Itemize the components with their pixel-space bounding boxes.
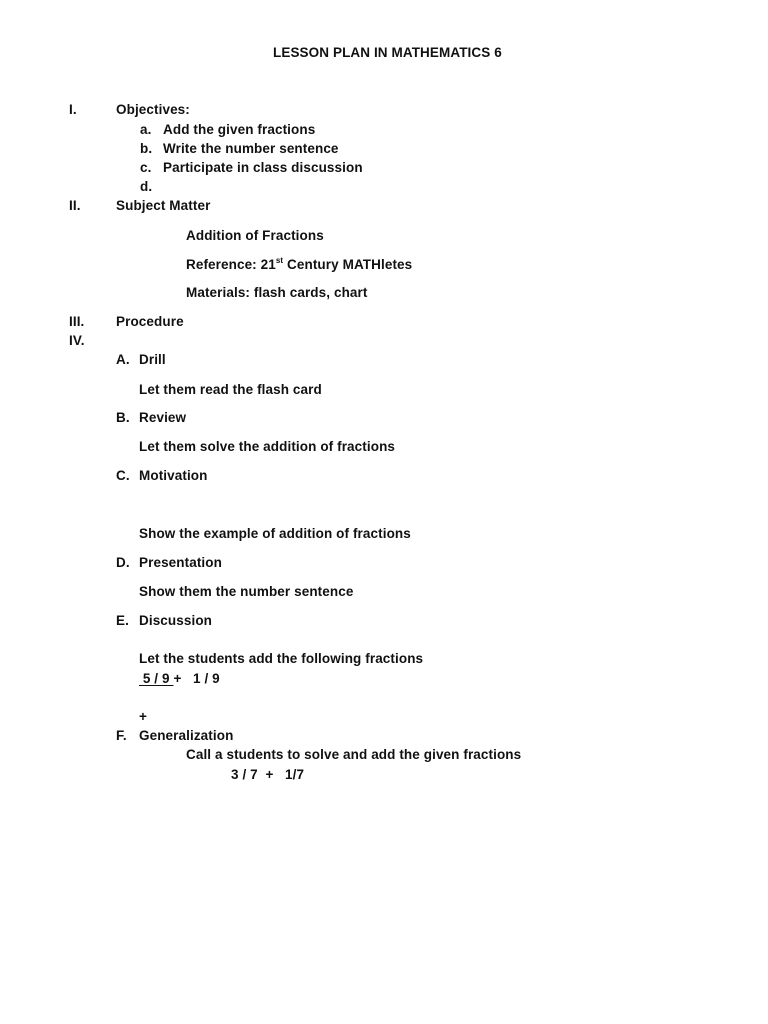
plus-sign: + [139,709,147,724]
generalization-expression: 3 / 7 + 1/7 [231,767,305,782]
objective-item: Participate in class discussion [163,160,363,175]
step-heading-review: Review [139,410,187,425]
step-marker: A. [116,352,130,367]
step-marker: D. [116,555,130,570]
step-detail: Show them the number sentence [139,584,354,599]
subject-topic: Addition of Fractions [186,228,324,243]
step-detail: Let them read the flash card [139,382,322,397]
subject-materials: Materials: flash cards, chart [186,285,368,300]
step-heading-motivation: Motivation [139,468,208,483]
step-heading-discussion: Discussion [139,613,213,628]
subject-matter-heading: Subject Matter [116,198,211,213]
step-marker: E. [116,613,129,628]
step-marker: F. [116,728,127,743]
section-numeral-iv: IV. [69,333,85,348]
section-numeral-iii: III. [69,314,85,329]
step-detail: Let the students add the following fractions [139,651,424,666]
objective-marker: a. [140,122,152,137]
objectives-heading: Objectives: [116,102,190,117]
subject-reference: Reference: 21st Century MATHletes [186,256,413,272]
section-numeral-i: I. [69,102,77,117]
step-detail: Show the example of addition of fractions [139,526,411,541]
step-heading-presentation: Presentation [139,555,222,570]
discussion-expression: 5 / 9 + 1 / 9 [139,671,220,686]
objective-marker: c. [140,160,152,175]
page-title: LESSON PLAN IN MATHEMATICS 6 [273,45,502,60]
procedure-heading: Procedure [116,314,184,329]
objective-marker: d. [140,179,153,194]
step-detail: Call a students to solve and add the given fractions [186,747,522,762]
step-marker: B. [116,410,130,425]
step-heading-drill: Drill [139,352,166,367]
step-detail: Let them solve the addition of fractions [139,439,396,454]
objective-item: Add the given fractions [163,122,316,137]
objective-item: Write the number sentence [163,141,339,156]
section-numeral-ii: II. [69,198,81,213]
objective-marker: b. [140,141,153,156]
step-marker: C. [116,468,130,483]
step-heading-generalization: Generalization [139,728,234,743]
